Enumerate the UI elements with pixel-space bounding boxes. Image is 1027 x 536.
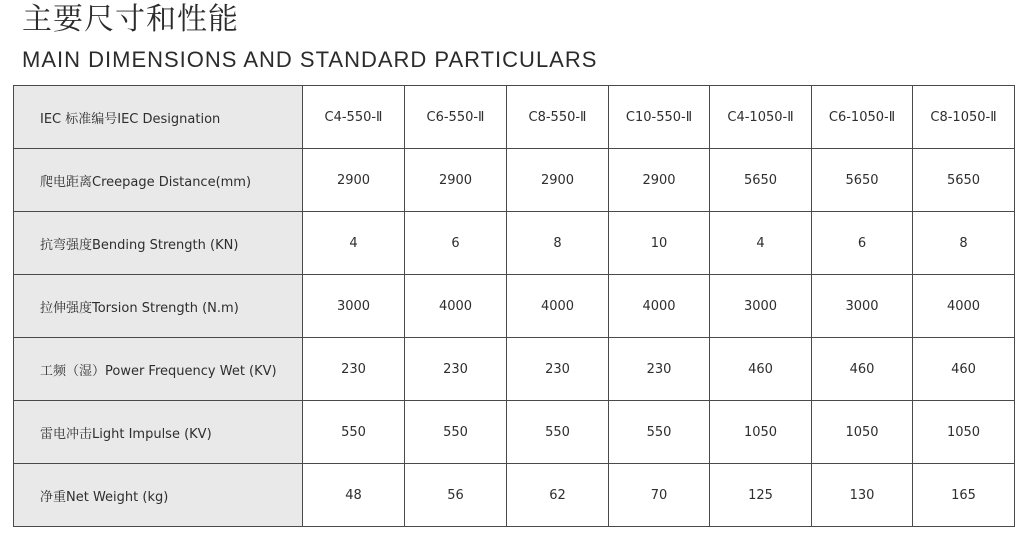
table-cell: 48 <box>303 464 405 527</box>
table-cell: 10 <box>609 212 710 275</box>
table-cell: 3000 <box>710 275 812 338</box>
table-cell: 165 <box>913 464 1015 527</box>
row-label: 雷电冲击Light Impulse (KV) <box>14 401 303 464</box>
table-cell: 4000 <box>507 275 609 338</box>
table-cell: 230 <box>303 338 405 401</box>
model-cell: C8-1050-Ⅱ <box>913 86 1015 149</box>
table-cell: 4000 <box>405 275 507 338</box>
model-cell: C8-550-Ⅱ <box>507 86 609 149</box>
table-cell: 1050 <box>710 401 812 464</box>
row-label: 爬电距离Creepage Distance(mm) <box>14 149 303 212</box>
table-cell: 550 <box>507 401 609 464</box>
table-cell: 4 <box>710 212 812 275</box>
table-cell: 230 <box>609 338 710 401</box>
table-cell: 8 <box>507 212 609 275</box>
page-title-chinese: 主要尺寸和性能 <box>22 2 239 37</box>
table-row-power-frequency-wet <box>14 338 1015 401</box>
table-cell: 62 <box>507 464 609 527</box>
table-row-torsion-strength <box>14 275 1015 338</box>
table-cell: 5650 <box>812 149 913 212</box>
table-row-net-weight <box>14 464 1015 527</box>
table-cell: 125 <box>710 464 812 527</box>
table-row-creepage-distance <box>14 149 1015 212</box>
table-cell: 550 <box>609 401 710 464</box>
table-cell: 6 <box>812 212 913 275</box>
table-cell: 460 <box>913 338 1015 401</box>
row-label: 抗弯强度Bending Strength (KN) <box>14 212 303 275</box>
table-cell: 4 <box>303 212 405 275</box>
table-cell: 1050 <box>913 401 1015 464</box>
table-cell: 550 <box>303 401 405 464</box>
table-cell: 5650 <box>913 149 1015 212</box>
table-cell: 130 <box>812 464 913 527</box>
model-cell: C6-1050-Ⅱ <box>812 86 913 149</box>
table-cell: 230 <box>405 338 507 401</box>
table-cell: 460 <box>710 338 812 401</box>
table-cell: 1050 <box>812 401 913 464</box>
table-cell: 70 <box>609 464 710 527</box>
model-cell: C4-1050-Ⅱ <box>710 86 812 149</box>
table-row-light-impulse <box>14 401 1015 464</box>
table-cell: 6 <box>405 212 507 275</box>
table-cell: 550 <box>405 401 507 464</box>
table-cell: 2900 <box>303 149 405 212</box>
table-cell: 56 <box>405 464 507 527</box>
row-label: 拉伸强度Torsion Strength (N.m) <box>14 275 303 338</box>
table-cell: 460 <box>812 338 913 401</box>
page-title-english: MAIN DIMENSIONS AND STANDARD PARTICULARS <box>22 47 598 72</box>
table-cell: 2900 <box>609 149 710 212</box>
model-cell: C4-550-Ⅱ <box>303 86 405 149</box>
model-cell: C6-550-Ⅱ <box>405 86 507 149</box>
table-cell: 4000 <box>913 275 1015 338</box>
row-label: 工频（湿）Power Frequency Wet (KV) <box>14 338 303 401</box>
row-label-iec-designation: IEC 标准编号IEC Designation <box>14 86 303 149</box>
table-cell: 4000 <box>609 275 710 338</box>
model-cell: C10-550-Ⅱ <box>609 86 710 149</box>
table-cell: 230 <box>507 338 609 401</box>
table-cell: 5650 <box>710 149 812 212</box>
row-label: 净重Net Weight (kg) <box>14 464 303 527</box>
table-cell: 2900 <box>507 149 609 212</box>
table-cell: 3000 <box>303 275 405 338</box>
table-header-row <box>14 86 1015 149</box>
table-row-bending-strength <box>14 212 1015 275</box>
table-cell: 8 <box>913 212 1015 275</box>
table-cell: 3000 <box>812 275 913 338</box>
table-cell: 2900 <box>405 149 507 212</box>
specifications-table <box>13 85 1015 527</box>
